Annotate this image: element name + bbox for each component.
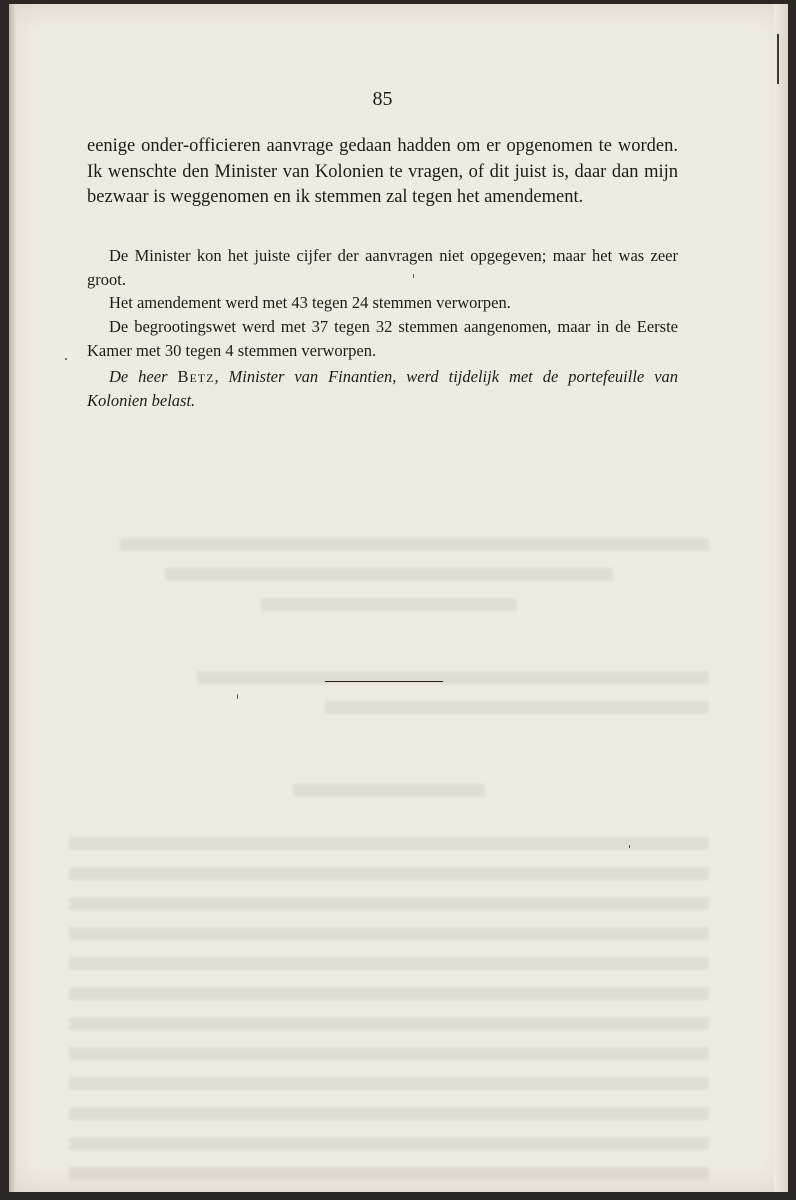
bleed-through-ghost-text — [69, 434, 709, 1134]
paper-speck — [237, 694, 238, 699]
budget-result-paragraph: De begrootingswet werd met 37 tegen 32 stemmen aangenomen, maar in de Eerste Kamer met 30 tegen 4 stemmen verworpen. — [87, 317, 678, 360]
speaker-suffix: , Minister van Finantien, werd tijdelijk met de portefeuille van Kolonien belast. — [87, 367, 679, 410]
continuation-paragraph: eenige onder-officieren aanvrage gedaan hadden om er opgenomen te worden. Ik wenschte den Minister van Kolonien te vragen, of dit juist is, daar dan mijn bezwaar is weggenomen en ik stemmen zal tegen het amendement. — [87, 136, 678, 207]
amendment-result-paragraph: Het amendement werd met 43 tegen 24 stemmen verworpen. — [109, 293, 511, 312]
speaker-prefix: De heer — [109, 367, 168, 386]
paper-speck — [65, 358, 67, 360]
book-page — [9, 4, 788, 1192]
speaker-name: Betz — [177, 367, 215, 386]
section-divider-rule — [325, 681, 443, 682]
page-number: 85 — [372, 88, 393, 110]
speaker-note — [87, 365, 678, 412]
page-edge-mark — [777, 34, 785, 84]
page-right-edge — [774, 4, 788, 1192]
paper-speck — [629, 845, 630, 848]
minister-reply-paragraph: De Minister kon het juiste cijfer der aanvragen niet opgegeven; maar het was zeer groot. — [87, 246, 678, 289]
paper-speck — [413, 274, 414, 278]
page-gutter-shadow — [9, 4, 16, 1192]
